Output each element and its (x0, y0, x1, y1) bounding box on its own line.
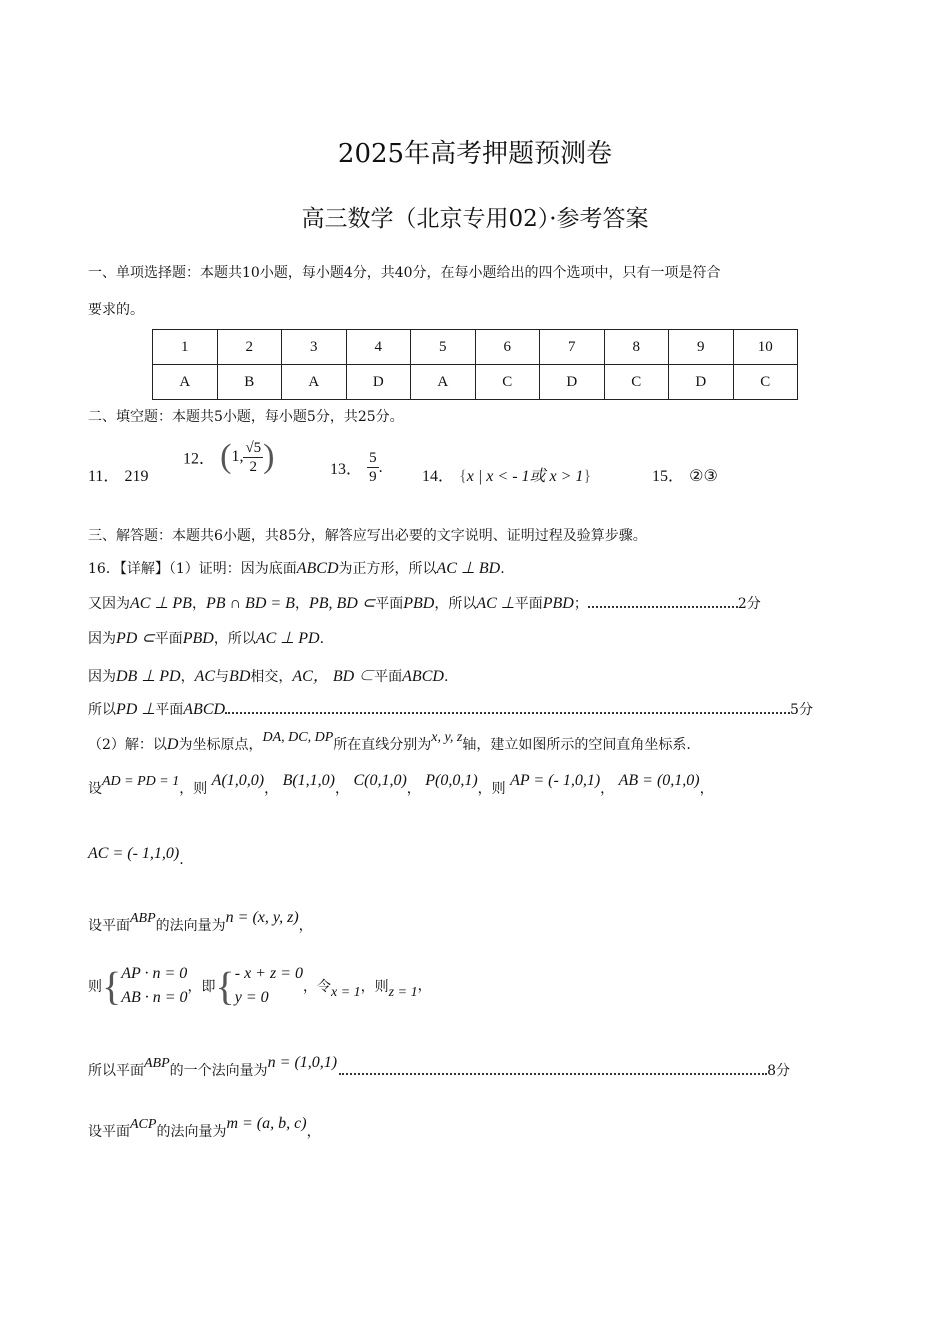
comma: ， (699, 781, 714, 797)
table-cell: A (282, 365, 347, 400)
solution-line-12 (88, 1115, 321, 1141)
solution-line-6 (88, 730, 691, 754)
question-number: 13． (330, 461, 363, 478)
page-title: 2025年高考押题预测卷 (337, 139, 613, 169)
period: . (378, 459, 383, 476)
solution-line-8 (88, 845, 184, 868)
dotted-leader (339, 1063, 767, 1075)
text: 平面 (375, 596, 404, 612)
text: ，令 (303, 979, 331, 995)
text: ，所以 (213, 631, 256, 647)
left-brace: { (215, 963, 235, 1009)
table-cell: 4 (346, 330, 411, 365)
equation-system (121, 962, 187, 1010)
fill-answer-15 (652, 463, 718, 486)
fill-answer-14 (422, 463, 591, 486)
text: ， (191, 596, 206, 612)
solution-line-7 (88, 772, 714, 798)
equation: AP · n = 0 (121, 965, 188, 982)
text: ，所以 (434, 596, 477, 612)
vector-ap: AP = (- 1,0,1) (510, 772, 601, 789)
point-c: C(0,1,0) (353, 772, 407, 789)
comma: ， (264, 781, 279, 797)
math: x = 1 (331, 985, 361, 1000)
math: PBD (403, 595, 435, 612)
table-cell: 5 (411, 330, 476, 365)
text: 为正方形，所以 (338, 561, 437, 577)
normal-vector-n: n = (x, y, z) (225, 909, 299, 926)
text: 平面 (514, 596, 543, 612)
math: AC， BD ⊂ (292, 668, 375, 685)
math: ABCD (402, 668, 444, 685)
section1-heading: 一、单项选择题：本题共10小题，每小题4分，共40分，在每小题给出的四个选项中，只有一项是符合 (88, 265, 721, 281)
math: ABCD (183, 701, 226, 718)
answer-value: x | x < - 1或 x > 1 (466, 468, 584, 485)
math: ABP (144, 1056, 170, 1071)
fill-answer-12 (183, 438, 275, 488)
text: 的一个法向量为 (169, 1063, 268, 1079)
comma: ， (417, 978, 432, 994)
answer-table-numbers-row (153, 330, 798, 365)
table-cell: D (346, 365, 411, 400)
table-cell: D (669, 365, 734, 400)
math: AD = PD = 1 (102, 774, 180, 789)
solution-line-4 (88, 663, 448, 686)
text: （2）解：以 (88, 737, 167, 753)
text: 因为 (88, 631, 116, 647)
text: 为坐标原点， (178, 737, 263, 753)
normal-vector-n: n = (1,0,1) (267, 1054, 338, 1071)
text: 轴，建立如图所示的空间直角坐标系. (462, 737, 691, 753)
text: 的法向量为 (156, 1124, 227, 1140)
answer-table (152, 329, 798, 400)
table-cell: A (153, 365, 218, 400)
text: 又因为 (88, 596, 130, 612)
math: AC ⊥ (476, 595, 515, 612)
solution-line-9 (88, 909, 313, 935)
math: DA, DC, DP (262, 730, 334, 745)
dotted-leader (225, 702, 790, 714)
math: PB, BD ⊂ (308, 595, 376, 612)
text: 相交， (250, 669, 293, 685)
right-brace: } (583, 468, 592, 485)
text: 则 (88, 979, 102, 995)
text: 的法向量为 (155, 918, 226, 934)
math: PD ⊂ (116, 630, 155, 647)
text: ，则 (477, 781, 506, 797)
text: . (500, 561, 505, 577)
comma: ， (335, 781, 349, 797)
text: 所以平面 (88, 1063, 144, 1079)
table-cell: 10 (733, 330, 798, 365)
question-number: 12． (183, 450, 216, 468)
point-p: P(0,0,1) (425, 772, 478, 789)
numerator: 5 (369, 450, 377, 466)
table-cell: D (540, 365, 605, 400)
numerator: √5 (245, 439, 262, 456)
table-cell: 3 (282, 330, 347, 365)
point-a: A(1,0,0) (211, 772, 265, 789)
section3-heading: 三、解答题：本题共6小题，共85分，解答应写出必要的文字说明、证明过程及验算步骤。 (88, 528, 647, 544)
math: PBD (542, 595, 574, 612)
math: ABP (130, 911, 156, 926)
question-number: 14． (422, 468, 455, 485)
table-cell: 6 (475, 330, 540, 365)
math: BD (229, 668, 251, 685)
math: DB ⊥ PD (116, 668, 181, 685)
math: ABCD (296, 560, 339, 577)
math: PBD (182, 630, 214, 647)
left-brace: { (102, 963, 122, 1009)
text: ，则 (179, 781, 208, 797)
math: PD ⊥ (116, 701, 156, 718)
text: . (319, 631, 325, 647)
denominator: 2 (249, 458, 258, 475)
equation: - x + z = 0 (234, 965, 303, 982)
left-brace: { (459, 468, 467, 485)
equation: y = 0 (234, 989, 269, 1006)
text: 所以 (88, 702, 116, 718)
vector-ac: AC = (- 1,1,0) (88, 845, 180, 862)
text: 设平面 (88, 1124, 130, 1140)
text: 设 (88, 781, 102, 797)
solution-line-5 (88, 699, 840, 719)
text: 平面 (155, 702, 184, 718)
answer-value: ②③ (689, 468, 718, 485)
text: 平面 (374, 669, 403, 685)
solution-line-2 (88, 593, 840, 613)
table-cell: 7 (540, 330, 605, 365)
dotted-leader (588, 596, 738, 608)
fill-answer-13 (330, 449, 383, 486)
text: . (443, 669, 449, 685)
page-subtitle: 高三数学（北京专用02）·参考答案 (301, 206, 649, 232)
math: PB ∩ BD = B (205, 595, 295, 612)
table-cell: A (411, 365, 476, 400)
math: z = 1 (388, 985, 418, 1000)
table-cell: C (475, 365, 540, 400)
solution-line-10 (88, 962, 432, 1010)
comma: ， (600, 781, 615, 797)
math: AC ⊥ BD (436, 560, 501, 577)
comma: ， (406, 781, 421, 797)
text: ， (180, 669, 195, 685)
math: x, y, z (431, 730, 463, 745)
math: AC ⊥ PD (255, 630, 320, 647)
text: ， (294, 596, 309, 612)
table-cell: B (217, 365, 282, 400)
comma: ， (306, 1124, 321, 1140)
question-number: 11． (88, 468, 120, 485)
score-label: 5分 (790, 702, 813, 718)
text: 设平面 (88, 918, 130, 934)
table-cell: 1 (153, 330, 218, 365)
math: D (166, 736, 179, 753)
question-number: 15． (652, 468, 685, 485)
solution-line-11 (88, 1054, 840, 1080)
section1-heading-cont: 要求的。 (88, 302, 144, 318)
table-cell: C (604, 365, 669, 400)
equation-system (235, 962, 303, 1010)
vector-ab: AB = (0,1,0) (618, 772, 700, 789)
table-cell: C (733, 365, 798, 400)
text: 与 (215, 669, 230, 685)
fraction (367, 449, 379, 486)
math: ACP (130, 1117, 157, 1132)
normal-vector-m: m = (a, b, c) (226, 1115, 307, 1132)
text: . (179, 852, 184, 868)
table-cell: 8 (604, 330, 669, 365)
left-paren: ( (220, 438, 232, 475)
equation: AB · n = 0 (121, 989, 188, 1006)
table-cell: 9 (669, 330, 734, 365)
math: AC (194, 668, 216, 685)
text: ，则 (360, 979, 389, 995)
right-paren: ) (263, 438, 275, 475)
answer-table-answers-row (153, 365, 798, 400)
score-label: 2分 (737, 596, 761, 612)
score-label: 8分 (767, 1063, 791, 1079)
solution-line-1 (88, 558, 505, 578)
answer-value: 219 (124, 468, 149, 485)
table-cell: 2 (217, 330, 282, 365)
text: 16．【详解】（1）证明：因为底面 (88, 561, 297, 577)
denominator: 9 (369, 469, 377, 485)
solution-line-3 (88, 628, 324, 648)
section2-heading: 二、填空题：本题共5小题，每小题5分，共25分。 (88, 409, 404, 425)
point-b: B(1,1,0) (282, 772, 335, 789)
text: ，即 (187, 979, 216, 995)
fraction (243, 439, 263, 476)
text: 平面 (154, 631, 183, 647)
answer-value: 1, (231, 448, 244, 465)
text: ； (573, 596, 588, 612)
text: 所在直线分别为 (333, 737, 432, 753)
fill-answer-11 (88, 463, 149, 486)
text: 因为 (88, 669, 116, 685)
comma: ， (298, 918, 313, 934)
math: AC ⊥ PB (130, 595, 192, 612)
